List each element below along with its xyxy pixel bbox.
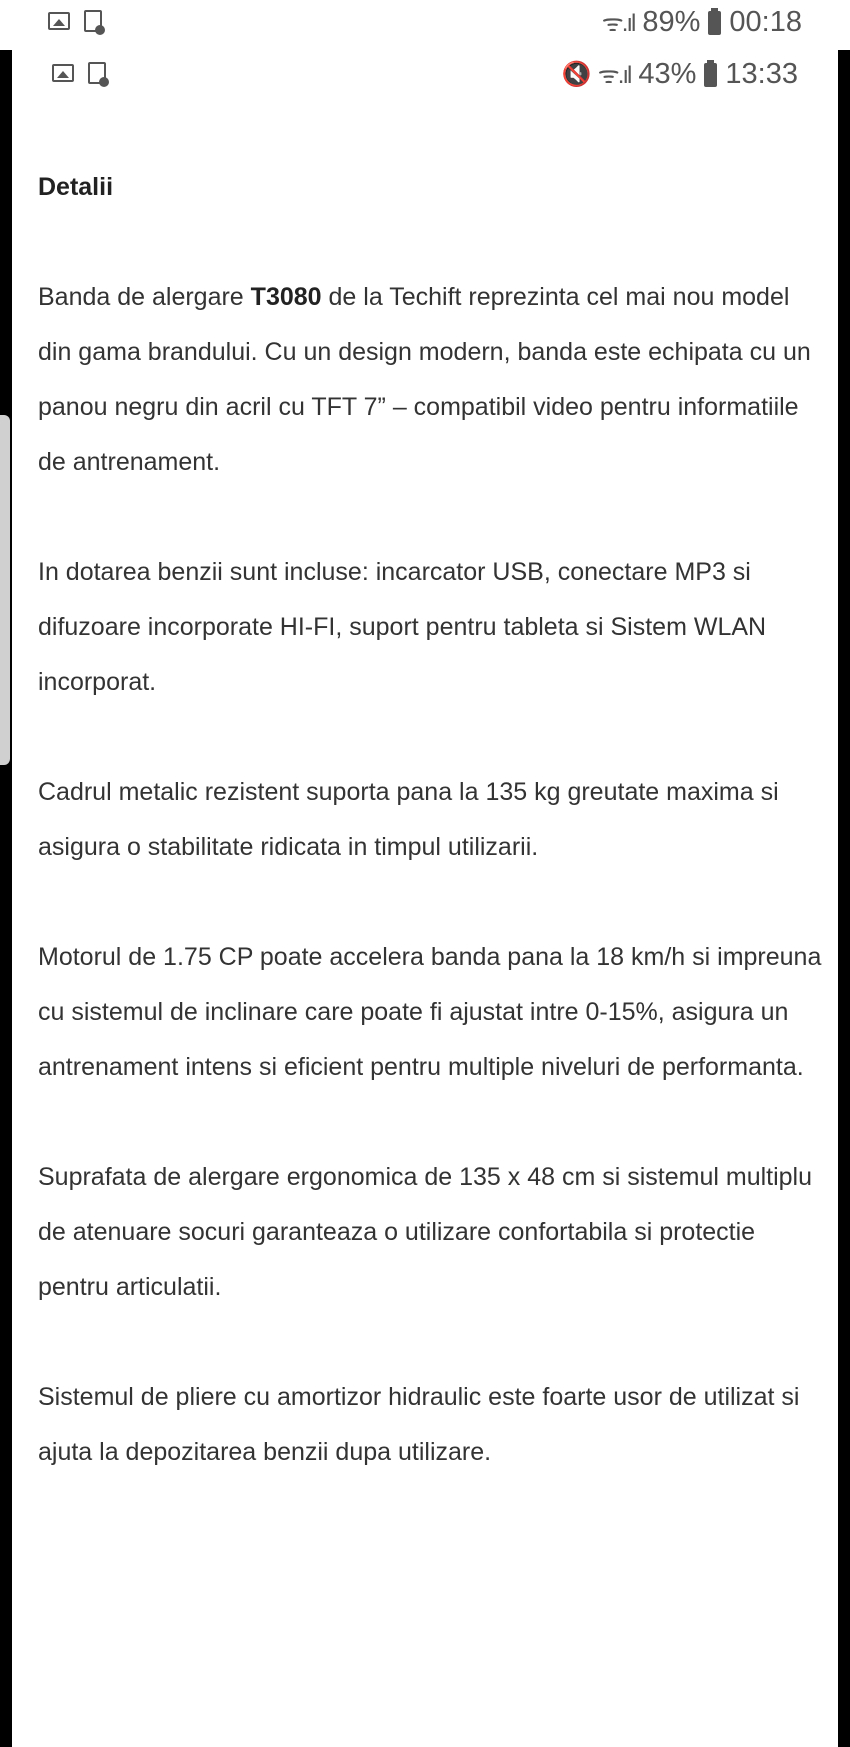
wifi-signal-icon: ᯤ.ıl [601,10,635,37]
clock: 13:33 [725,58,798,90]
screen [12,50,838,1747]
gallery-icon [52,64,74,82]
paragraph-equipment: In dotarea benzii sunt incluse: incarcator USB, conectare MP3 si difuzoare incorporate HI-FI, suport pentru tableta si Sistem WLAN incorporat. [38,558,767,696]
screenshot-icon [84,10,102,32]
mute-icon: 🔇 [561,61,590,88]
inner-notification-icons [52,62,106,84]
paragraph-intro [38,270,828,490]
battery-icon [704,63,717,87]
battery-percent: 43% [638,58,697,90]
paragraph-surface: Suprafata de alergare ergonomica de 135 x 48 cm si sistemul multiplu de atenuare socuri garanteaza o utilizare confortabila si protectie pentru articulatii. [38,1163,813,1301]
intro-text-end: de la Techift reprezinta cel mai nou model din gama brandului. Cu un design modern, banda este echipata cu un panou negru din acril cu TFT 7” – compatibil video pentru informatiile de antrenament. [38,283,811,476]
paragraph-folding: Sistemul de pliere cu amortizor hidraulic este foarte usor de utilizat si ajuta la depozitarea benzii dupa utilizare. [38,1383,800,1466]
outer-notification-icons [48,10,102,32]
product-details [38,160,828,1535]
paragraph-motor: Motorul de 1.75 CP poate accelera banda pana la 18 km/h si impreuna cu sistemul de inclinare care poate fi ajustat intre 0-15%, asigura un antrenament intens si eficient pentru multiple niveluri de performanta. [38,943,822,1081]
intro-text-start: Banda de alergare [38,283,251,311]
edge-panel-handle[interactable] [0,415,10,765]
inner-status-bar [12,50,838,100]
battery-icon [708,11,721,35]
inner-system-icons [562,58,798,91]
gallery-icon [48,12,70,30]
outer-status-bar [0,0,850,50]
model-name: T3080 [250,283,322,311]
outer-system-icons [602,6,802,39]
screenshot-icon [88,62,106,84]
battery-percent: 89% [642,6,701,38]
clock: 00:18 [729,6,802,38]
paragraph-frame: Cadrul metalic rezistent suporta pana la 135 kg greutate maxima si asigura o stabilitate ridicata in timpul utilizarii. [38,778,779,861]
section-heading: Detalii [38,173,114,201]
wifi-signal-icon: ᯤ.ıl [597,62,631,89]
